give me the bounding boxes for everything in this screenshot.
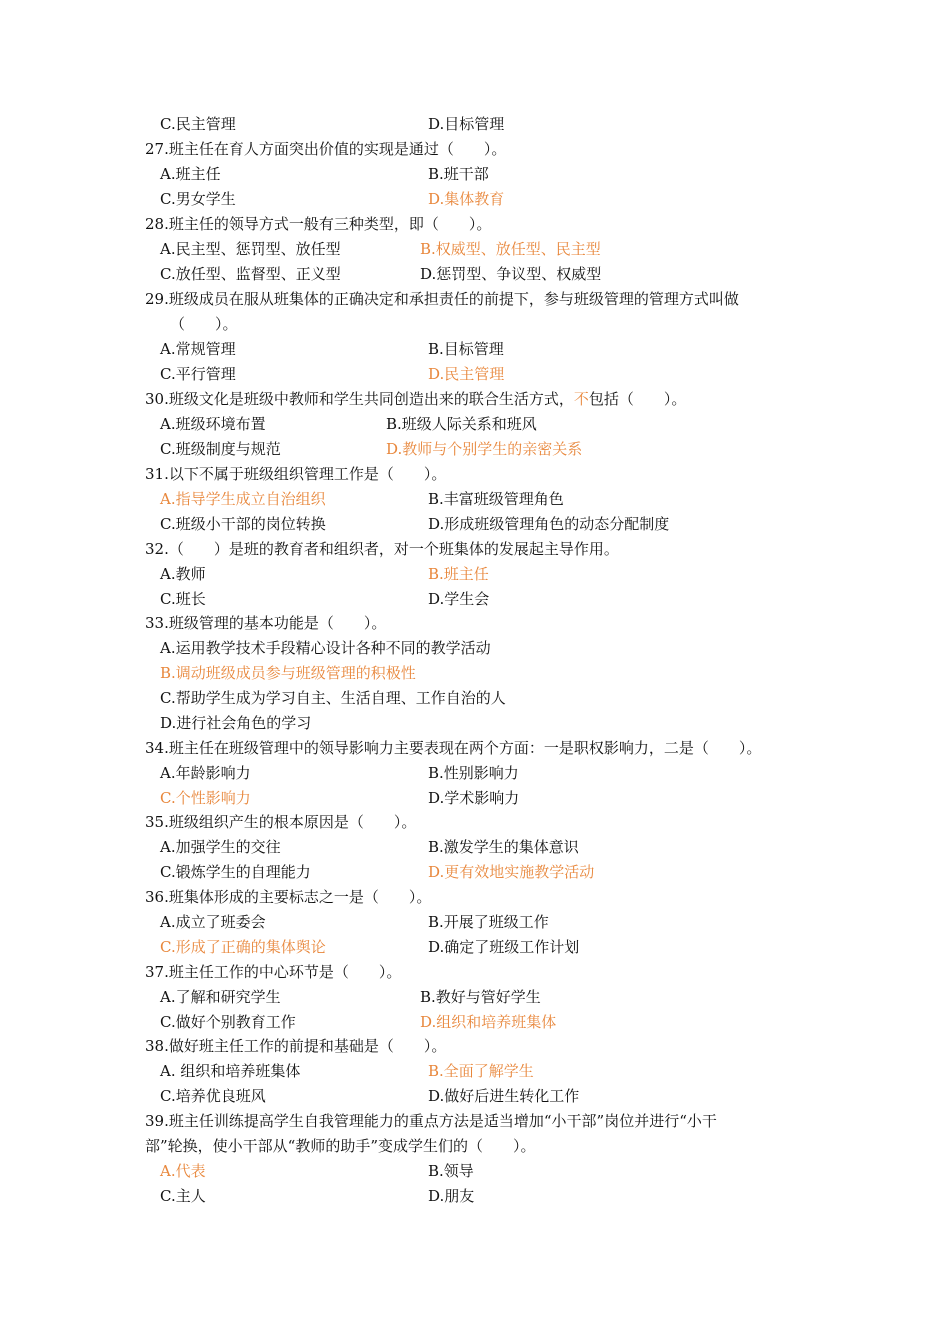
option-row [0, 187, 950, 212]
option-row [0, 1159, 950, 1184]
option: C.帮助学生成为学习自主、生活自理、工作自治的人 [160, 689, 506, 707]
option: C.班长 [160, 590, 206, 608]
option-row [0, 512, 950, 537]
option-row [0, 1059, 950, 1084]
option: A.常规管理 [160, 340, 236, 358]
option-row [0, 1184, 950, 1209]
answer-option: B.全面了解学生 [428, 1062, 534, 1080]
option: C.民主管理 [160, 115, 236, 133]
option: A.民主型、惩罚型、放任型 [160, 240, 341, 258]
option-row [0, 860, 950, 885]
option-row [0, 761, 950, 786]
option-row [0, 362, 950, 387]
question-text: 39.班主任训练提高学生自我管理能力的重点方法是适当增加“小干部”岗位并进行“小干 [145, 1112, 717, 1130]
option: D.做好后进生转化工作 [428, 1087, 580, 1105]
option: B.目标管理 [428, 340, 504, 358]
option: C.培养优良班风 [160, 1087, 266, 1105]
option: A.教师 [160, 565, 206, 583]
option: A.运用教学技术手段精心设计各种不同的教学活动 [160, 639, 491, 657]
option-row [0, 237, 950, 262]
answer-option: D.组织和培养班集体 [420, 1013, 557, 1031]
option: C.锻炼学生的自理能力 [160, 863, 311, 881]
option-row [0, 636, 950, 661]
option: B.激发学生的集体意识 [428, 838, 579, 856]
question-text-continued: （ ）。 [170, 315, 238, 333]
option: C.班级制度与规范 [160, 440, 281, 458]
option-row [0, 711, 950, 736]
question-text-part: 包括（ ）。 [588, 390, 687, 408]
option-row [0, 437, 950, 462]
option-row [0, 337, 950, 362]
option: B.性别影响力 [428, 764, 519, 782]
option: B.开展了班级工作 [428, 913, 549, 931]
option-row [0, 562, 950, 587]
option: B.领导 [428, 1162, 474, 1180]
question-text: 32.（ ）是班的教育者和组织者，对一个班集体的发展起主导作用。 [145, 540, 619, 558]
question-text-continued: 部”轮换，使小干部从“教师的助手”变成学生们的（ ）。 [145, 1137, 536, 1155]
option-row [0, 587, 950, 612]
question-text: 28.班主任的领导方式一般有三种类型，即（ ）。 [145, 215, 492, 233]
option-row [0, 412, 950, 437]
answer-option: C.个性影响力 [160, 789, 251, 807]
question-text: 36.班集体形成的主要标志之一是（ ）。 [145, 888, 432, 906]
option: D.确定了班级工作计划 [428, 938, 580, 956]
option: B.班干部 [428, 165, 489, 183]
answer-option: B.调动班级成员参与班级管理的积极性 [160, 664, 416, 682]
option-row [0, 262, 950, 287]
option: C.班级小干部的岗位转换 [160, 515, 326, 533]
question-text: 31.以下不属于班级组织管理工作是（ ）。 [145, 465, 447, 483]
option-row [0, 1084, 950, 1109]
option-row [0, 985, 950, 1010]
answer-option: D.更有效地实施教学活动 [428, 863, 595, 881]
option: B.教好与管好学生 [420, 988, 541, 1006]
question-text: 37.班主任工作的中心环节是（ ）。 [145, 963, 402, 981]
answer-option: A.代表 [160, 1162, 206, 1180]
answer-option: B.班主任 [428, 565, 489, 583]
question-text: 38.做好班主任工作的前提和基础是（ ）。 [145, 1037, 447, 1055]
option-row [0, 910, 950, 935]
answer-option: A.指导学生成立自治组织 [160, 490, 326, 508]
option: A.加强学生的交往 [160, 838, 281, 856]
question-text: 33.班级管理的基本功能是（ ）。 [145, 614, 387, 632]
option-row [0, 835, 950, 860]
option: D.目标管理 [428, 115, 505, 133]
option-row [0, 112, 950, 137]
answer-option: D.民主管理 [428, 365, 505, 383]
highlighted-keyword: 不 [573, 390, 589, 408]
option: A.年龄影响力 [160, 764, 251, 782]
option: C.放任型、监督型、正义型 [160, 265, 341, 283]
option-row [0, 786, 950, 811]
option: C.平行管理 [160, 365, 236, 383]
question-text [145, 387, 686, 412]
option: A.成立了班委会 [160, 913, 266, 931]
question-text: 34.班主任在班级管理中的领导影响力主要表现在两个方面：一是职权影响力，二是（ ）。 [145, 739, 762, 757]
option: B.丰富班级管理角色 [428, 490, 564, 508]
option: D.学术影响力 [428, 789, 520, 807]
option: C.主人 [160, 1187, 206, 1205]
option: C.做好个别教育工作 [160, 1013, 296, 1031]
option: A.班级环境布置 [160, 415, 266, 433]
option: A.了解和研究学生 [160, 988, 281, 1006]
answer-option: B.权威型、放任型、民主型 [420, 240, 601, 258]
option: D.学生会 [428, 590, 490, 608]
option: A.班主任 [160, 165, 221, 183]
option-row [0, 935, 950, 960]
option: D.惩罚型、争议型、权威型 [420, 265, 602, 283]
option-row [0, 1010, 950, 1035]
question-text: 29.班级成员在服从班集体的正确决定和承担责任的前提下，参与班级管理的管理方式叫做 [145, 290, 739, 308]
option: D.形成班级管理角色的动态分配制度 [428, 515, 670, 533]
option: D.朋友 [428, 1187, 475, 1205]
answer-option: D.教师与个别学生的亲密关系 [386, 440, 583, 458]
question-text: 27.班主任在育人方面突出价值的实现是通过（ ）。 [145, 140, 507, 158]
option-row [0, 162, 950, 187]
option-row [0, 487, 950, 512]
option: C.男女学生 [160, 190, 236, 208]
option-row [0, 686, 950, 711]
option: D.进行社会角色的学习 [160, 714, 312, 732]
question-text: 35.班级组织产生的根本原因是（ ）。 [145, 813, 417, 831]
option: A. 组织和培养班集体 [160, 1062, 301, 1080]
option: B.班级人际关系和班风 [386, 415, 537, 433]
question-text-part: 30.班级文化是班级中教师和学生共同创造出来的联合生活方式， [145, 390, 574, 408]
answer-option: C.形成了正确的集体舆论 [160, 938, 326, 956]
option-row [0, 661, 950, 686]
answer-option: D.集体教育 [428, 190, 505, 208]
